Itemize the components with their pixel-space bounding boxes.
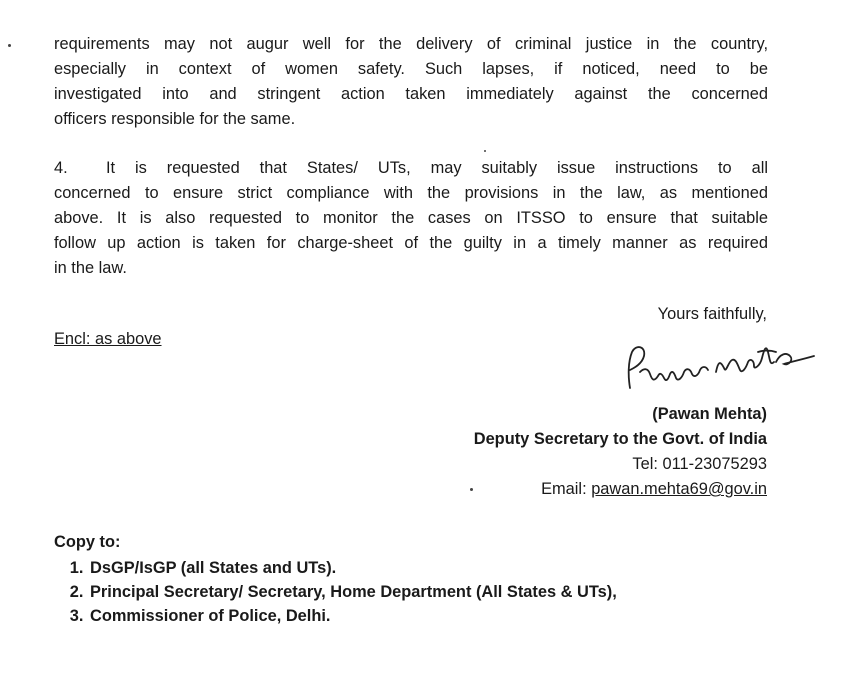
scan-speck (470, 488, 473, 491)
paragraph-line: concerned to ensure strict compliance with the provisions in the law, as mentioned (54, 184, 768, 202)
paragraph-line: investigated into and stringent action taken immediately against the concerned (54, 85, 768, 103)
email-link[interactable]: pawan.mehta69@gov.in (591, 480, 767, 498)
paragraph-number: 4. (54, 159, 68, 177)
paragraph-line: especially in context of women safety. Such lapses, if noticed, need to be (54, 60, 768, 78)
email-label: Email: (541, 480, 587, 498)
paragraph-line (54, 156, 768, 181)
paragraph-line: requirements may not augur well for the delivery of criminal justice in the country, (54, 35, 768, 53)
paragraph-4 (54, 156, 768, 281)
signatory-designation: Deputy Secretary to the Govt. of India (473, 430, 767, 448)
paragraph-line: in the law. (54, 259, 127, 277)
paragraph-first-line: It is requested that States/ UTs, may suitably issue instructions to all (106, 159, 768, 177)
paragraph-3 (54, 32, 768, 132)
copy-to-list (54, 556, 617, 628)
list-item: 1. DsGP/IsGP (all States and UTs). (88, 556, 617, 580)
paragraph-line: officers responsible for the same. (54, 110, 296, 128)
closing-salutation: Yours faithfully, (657, 305, 767, 323)
scan-speck (484, 150, 486, 152)
signatory-email-row (474, 477, 767, 502)
signatory-tel: Tel: 011-23075293 (632, 455, 767, 473)
list-item: 2. Principal Secretary/ Secretary, Home Department (All States & UTs), (88, 580, 617, 604)
copy-to-section (54, 530, 617, 628)
scan-speck (8, 44, 11, 47)
paragraph-line: above. It is also requested to monitor the cases on ITSSO to ensure that suitable (54, 209, 768, 227)
copy-to-title: Copy to: (54, 533, 121, 551)
paragraph-line: follow up action is taken for charge-sheet of the guilty in a timely manner as required (54, 234, 768, 252)
handwritten-signature (620, 332, 820, 400)
signature-block (474, 402, 767, 502)
list-item: 3. Commissioner of Police, Delhi. (88, 604, 617, 628)
enclosure-note: Encl: as above (54, 330, 162, 348)
signatory-name: (Pawan Mehta) (652, 405, 767, 423)
